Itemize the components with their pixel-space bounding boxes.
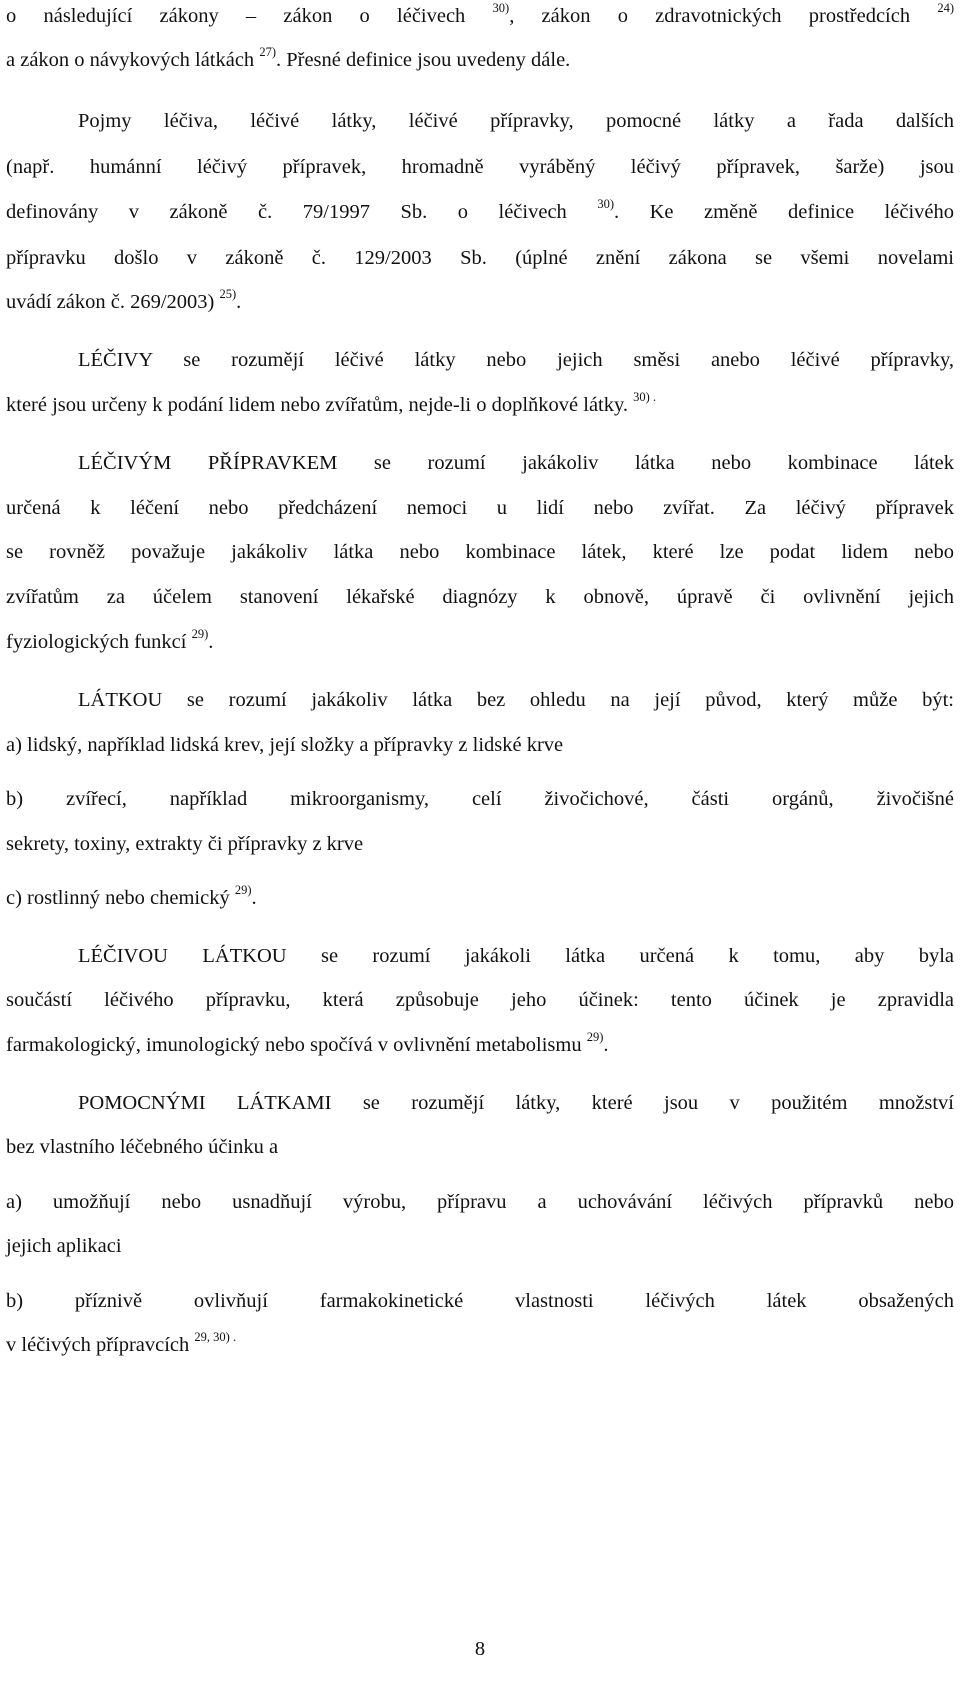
text-line: přípravku došlo v zákoně č. 129/2003 Sb. (úplné znění zákona se všemi novelami [6,247,954,269]
list-item: a) lidský, například lidská krev, její složky a přípravky z lidské krve [6,734,564,756]
text-line: LÉČIVY se rozumějí léčivé látky nebo jejich směsi anebo léčivé přípravky, [78,349,954,371]
footnote-ref: 27) [259,45,276,59]
footnote-ref: 29) [586,1030,604,1044]
text-line: a zákon o návykových látkách $^{27)}$. Přesné definice jsou uvedeny dále. [6,45,571,71]
text-line: součástí léčivého přípravku, která způsobuje jeho účinek: tento účinek je zpravidla [6,989,954,1011]
text-line: LÉČIVÝM PŘÍPRAVKEM se rozumí jakákoliv látka nebo kombinace látek [78,452,954,474]
text-line: zvířatům za účelem stanovení lékařské diagnózy k obnově, úpravě či ovlivnění jejich [6,586,954,608]
text-line: jejich aplikaci [6,1235,122,1257]
footnote-ref: 29) [234,883,252,897]
text-line: určená k léčení nebo předcházení nemoci u lidí nebo zvířat. Za léčivý přípravek [6,497,954,519]
text-line: fyziologických funkcí $^{29)}$. [6,627,214,653]
text-line: o následující zákony – zákon o léčivech $^{30)}$, zákon o zdravotnických prostředcích $^{24)}$ [6,1,954,27]
text-line: farmakologický, imunologický nebo spočívá v ovlivnění metabolismu $^{29)}$. [6,1030,609,1056]
page-number: 8 [474,1638,486,1660]
list-item: b) zvířecí, například mikroorganismy, celí živočichové, části orgánů, živočišné [6,788,954,810]
footnote-ref: 30) [597,197,614,211]
text-line: bez vlastního léčebného účinku a [6,1136,279,1158]
text-line: POMOCNÝMI LÁTKAMI se rozumějí látky, které jsou v použitém množství [78,1092,954,1114]
footnote-ref: 29) [191,627,209,641]
text-line: které jsou určeny k podání lidem nebo zvířatům, nejde-li o doplňkové látky. $^{30) .}$ [6,390,657,416]
footnote-ref: 30) . [633,390,657,404]
text-line: uvádí zákon č. 269/2003) $^{25)}$. [6,287,242,313]
footnote-ref: 30) [492,1,510,15]
text-line: (např. humánní léčivý přípravek, hromadně vyráběný léčivý přípravek, šarže) jsou [6,156,954,178]
list-item: a) umožňují nebo usnadňují výrobu, přípravu a uchovávání léčivých přípravků nebo [6,1191,954,1213]
text-line: definovány v zákoně č. 79/1997 Sb. o léčivech $^{30)}$. Ke změně definice léčivého [6,197,954,223]
text-line: Pojmy léčiva, léčivé látky, léčivé přípravky, pomocné látky a řada dalších [78,110,954,132]
text-line: sekrety, toxiny, extrakty či přípravky z krve [6,833,364,855]
list-item: b) příznivě ovlivňují farmakokinetické vlastnosti léčivých látek obsažených [6,1290,954,1312]
text-line: se rovněž považuje jakákoliv látka nebo kombinace látek, které lze podat lidem nebo [6,541,954,563]
footnote-ref: 25) [219,287,237,301]
list-item: c) rostlinný nebo chemický $^{29)}$. [6,883,257,909]
text-line: v léčivých přípravcích $^{29, 30) .}$ [6,1330,237,1356]
text-line: LÁTKOU se rozumí jakákoliv látka bez ohledu na její původ, který může být: [78,689,954,711]
text-line: LÉČIVOU LÁTKOU se rozumí jakákoli látka určená k tomu, aby byla [78,945,954,967]
footnote-ref: 24) [937,1,954,15]
footnote-ref: 29, 30) . [194,1330,237,1344]
